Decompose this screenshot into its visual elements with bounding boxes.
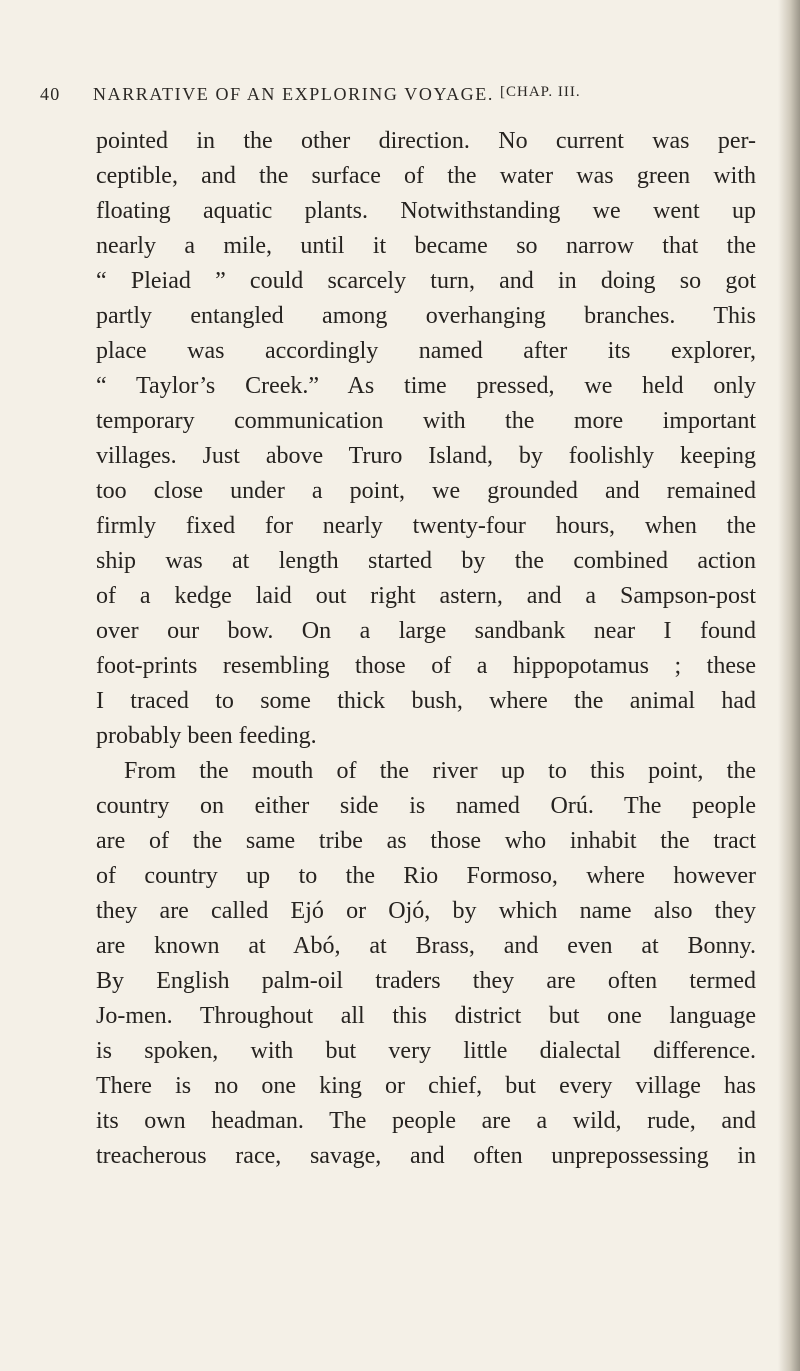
text-line: too close under a point, we grounded and remained xyxy=(96,478,756,504)
text-line: From the mouth of the river up to this point, the xyxy=(124,758,756,784)
chapter-marker: [CHAP. III. xyxy=(500,84,581,100)
text-line: There is no one king or chief, but every village has xyxy=(96,1073,756,1099)
text-line: firmly fixed for nearly twenty-four hours, when the xyxy=(96,513,756,539)
text-line: ship was at length started by the combined action xyxy=(96,548,756,574)
text-line: of a kedge laid out right astern, and a Sampson-post xyxy=(96,583,756,609)
text-line: its own headman. The people are a wild, rude, and xyxy=(96,1108,756,1134)
body-text xyxy=(96,124,756,1174)
text-line: nearly a mile, until it became so narrow that the xyxy=(96,233,756,259)
text-line: treacherous race, savage, and often unprepossessing in xyxy=(96,1143,756,1169)
text-line: villages. Just above Truro Island, by foolishly keeping xyxy=(96,443,756,469)
text-line: probably been feeding. xyxy=(96,723,317,749)
page-number: 40 xyxy=(40,84,61,104)
text-line: “ Pleiad ” could scarcely turn, and in doing so got xyxy=(96,268,756,294)
text-line: foot-prints resembling those of a hippopotamus ; these xyxy=(96,653,756,679)
page-edge-shadow xyxy=(778,0,800,1371)
text-line: are of the same tribe as those who inhabit the tract xyxy=(96,828,756,854)
text-line: ceptible, and the surface of the water was green with xyxy=(96,163,756,189)
text-line: By English palm-oil traders they are often termed xyxy=(96,968,756,994)
text-line: I traced to some thick bush, where the animal had xyxy=(96,688,756,714)
text-line: place was accordingly named after its explorer, xyxy=(96,338,756,364)
text-line: country on either side is named Orú. The people xyxy=(96,793,756,819)
text-line: floating aquatic plants. Notwithstanding we went up xyxy=(96,198,756,224)
running-head xyxy=(40,84,765,112)
text-line: temporary communication with the more important xyxy=(96,408,756,434)
text-line: of country up to the Rio Formoso, where however xyxy=(96,863,756,889)
text-line: are known at Abó, at Brass, and even at Bonny. xyxy=(96,933,756,959)
paragraph xyxy=(96,754,756,1174)
text-line: is spoken, with but very little dialectal difference. xyxy=(96,1038,756,1064)
text-line: they are called Ejó or Ojó, by which name also they xyxy=(96,898,756,924)
running-title: NARRATIVE OF AN EXPLORING VOYAGE. xyxy=(93,84,494,104)
text-line: over our bow. On a large sandbank near I found xyxy=(96,618,756,644)
text-line: partly entangled among overhanging branches. This xyxy=(96,303,756,329)
text-line: Jo-men. Throughout all this district but one language xyxy=(96,1003,756,1029)
text-line: pointed in the other direction. No current was per- xyxy=(96,128,756,154)
text-line: “ Taylor’s Creek.” As time pressed, we held only xyxy=(96,373,756,399)
paragraph xyxy=(96,124,756,754)
